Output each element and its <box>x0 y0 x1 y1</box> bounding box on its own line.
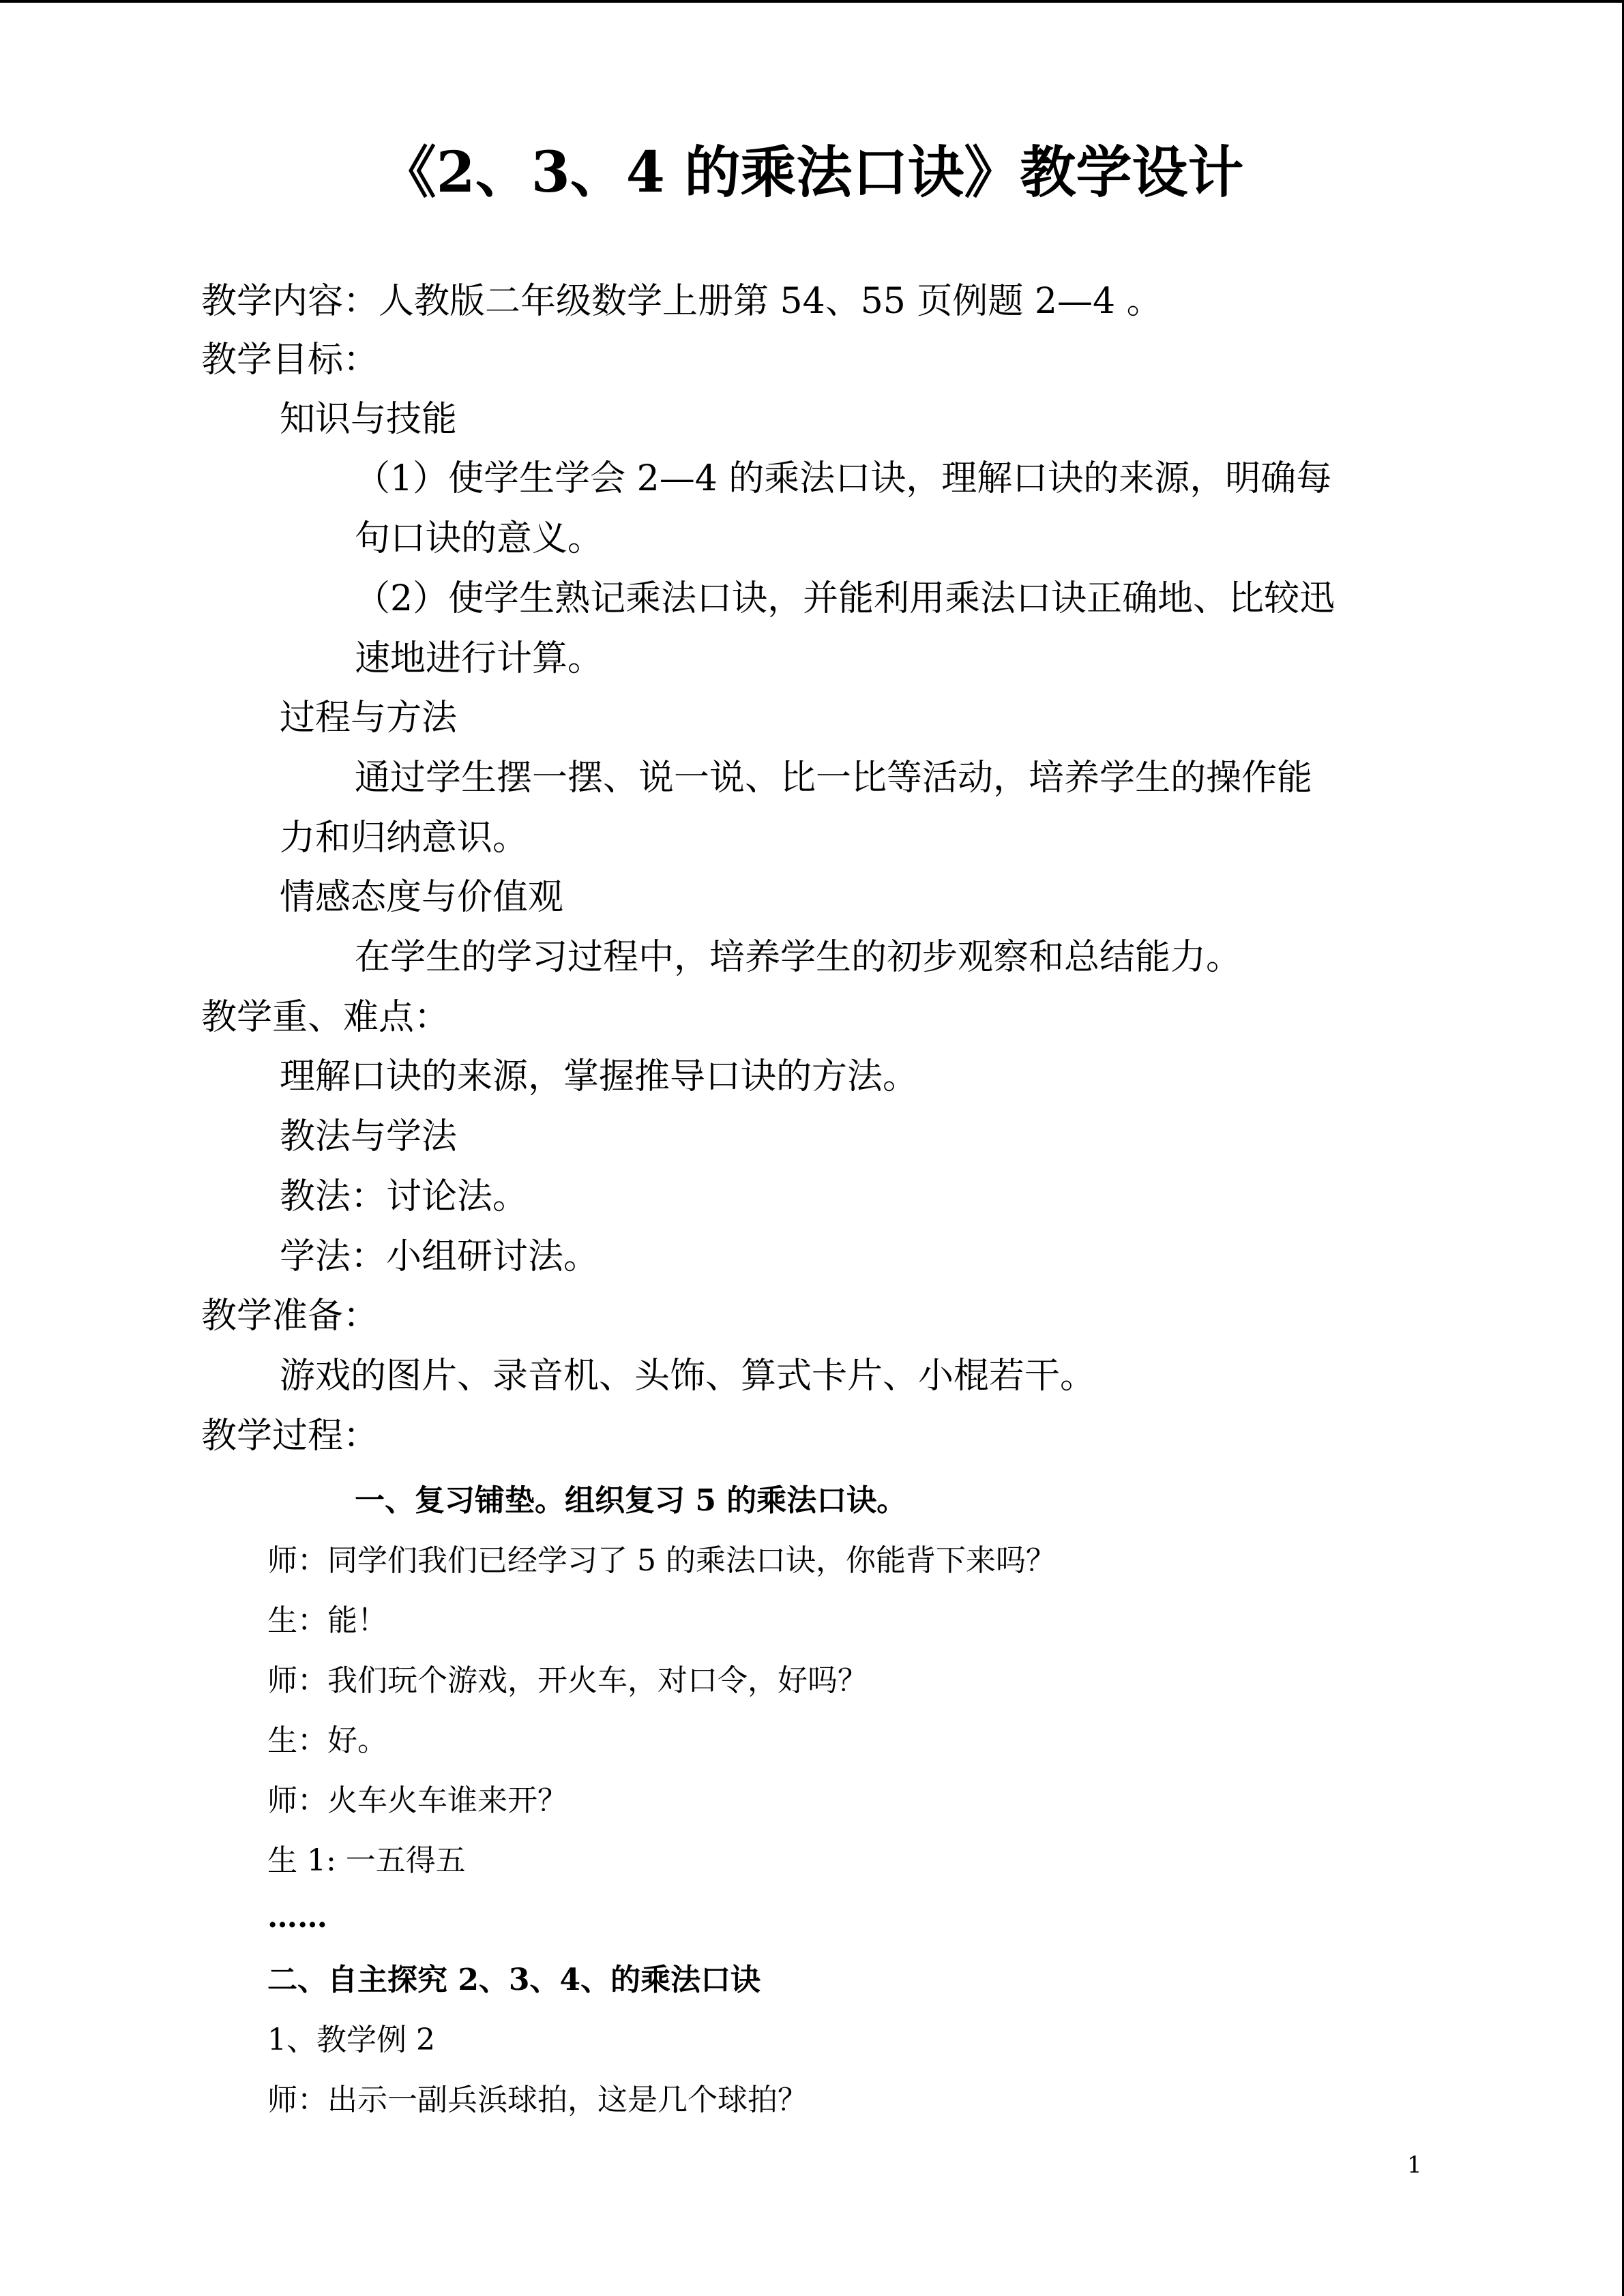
knowledge-skills-heading: 知识与技能 <box>280 399 458 440</box>
ellipsis-line: …… <box>267 1900 327 1935</box>
emotion-values-heading: 情感态度与价值观 <box>280 877 564 918</box>
dialogue-line-6: 生 1: 一五得五 <box>267 1843 466 1878</box>
objective-1-line-2: 句口诀的意义。 <box>355 518 604 559</box>
process-method-heading: 过程与方法 <box>280 698 458 739</box>
objective-2-line-1: （2）使学生熟记乘法口诀，并能利用乘法口诀正确地、比较迅 <box>355 578 1335 619</box>
methods-heading: 教法与学法 <box>280 1116 458 1157</box>
page-border-top <box>0 0 1624 3</box>
teaching-preparation-heading: 教学准备： <box>201 1296 379 1337</box>
example-2-heading: 1、教学例 2 <box>267 2023 435 2057</box>
teaching-objectives-heading: 教学目标： <box>201 340 379 381</box>
dialogue-line-4: 生：好。 <box>267 1723 387 1758</box>
objective-2-line-2: 速地进行计算。 <box>355 638 604 679</box>
dialogue-line-7: 师：出示一副兵浜球拍，这是几个球拍？ <box>267 2083 808 2117</box>
emotion-values-line: 在学生的学习过程中，培养学生的初步观察和总结能力。 <box>355 937 1242 978</box>
learning-method-line: 学法：小组研讨法。 <box>280 1236 600 1277</box>
dialogue-line-3: 师：我们玩个游戏，开火车，对口令，好吗？ <box>267 1663 868 1698</box>
process-method-line-2: 力和归纳意识。 <box>280 818 529 859</box>
dialogue-line-5: 师：火车火车谁来开？ <box>267 1783 567 1818</box>
dialogue-line-1: 师：同学们我们已经学习了 5 的乘法口诀，你能背下来吗？ <box>267 1543 1056 1578</box>
teaching-process-heading: 教学过程： <box>201 1416 379 1457</box>
section-1-heading: 一、复习铺垫。组织复习 5 的乘法口诀。 <box>355 1483 907 1518</box>
key-difficult-points-heading: 教学重、难点： <box>201 997 450 1038</box>
objective-1-line-1: （1）使学生学会 2—4 的乘法口诀，理解口诀的来源，明确每 <box>355 458 1332 499</box>
key-difficult-points-line: 理解口诀的来源，掌握推导口诀的方法。 <box>280 1056 919 1097</box>
process-method-line-1: 通过学生摆一摆、说一说、比一比等活动，培养学生的操作能 <box>355 758 1313 799</box>
section-2-heading: 二、自主探究 2、3、4、的乘法口诀 <box>267 1963 761 1997</box>
teaching-content-line: 教学内容：人教版二年级数学上册第 54、55 页例题 2—4 。 <box>201 281 1162 322</box>
page-number: 1 <box>1407 2151 1422 2179</box>
dialogue-line-2: 生：能！ <box>267 1603 387 1638</box>
document-title: 《2、3、4 的乘法口诀》教学设计 <box>380 140 1244 205</box>
teaching-preparation-line: 游戏的图片、录音机、头饰、算式卡片、小棍若干。 <box>280 1356 1096 1397</box>
teaching-method-line: 教法：讨论法。 <box>280 1176 529 1217</box>
